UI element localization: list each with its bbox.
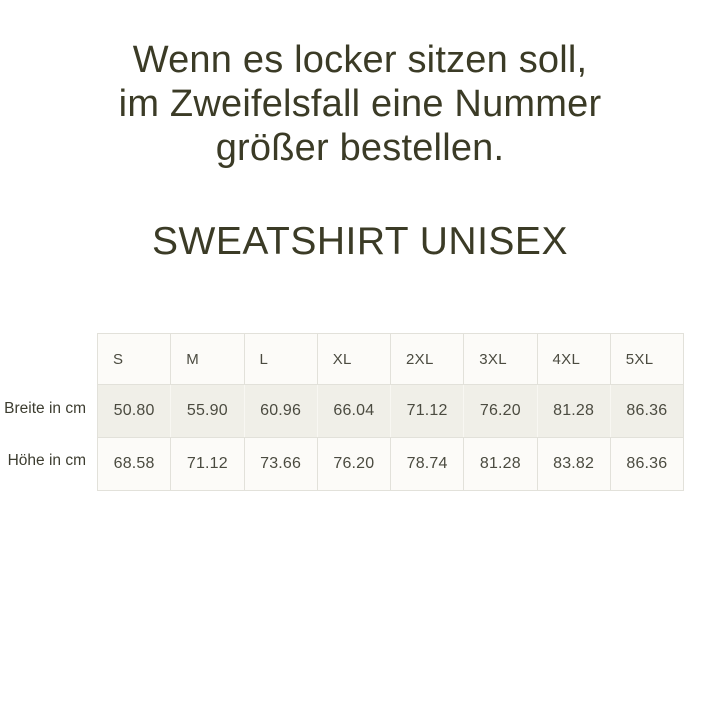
hoehe-value-xl: 76.20: [317, 438, 390, 491]
breite-value-3xl: 76.20: [464, 385, 537, 438]
size-table: [97, 333, 684, 491]
size-header-5xl: 5XL: [610, 334, 683, 385]
table-row-hoehe: [98, 438, 684, 491]
hoehe-value-2xl: 78.74: [391, 438, 464, 491]
breite-value-5xl: 86.36: [610, 385, 683, 438]
size-header-4xl: 4XL: [537, 334, 610, 385]
hoehe-value-l: 73.66: [244, 438, 317, 491]
heading-line-3: größer bestellen.: [215, 127, 505, 169]
size-header-row: [98, 334, 684, 385]
heading: [0, 38, 720, 170]
size-header-xl: XL: [317, 334, 390, 385]
size-header-2xl: 2XL: [391, 334, 464, 385]
size-header-m: M: [171, 334, 244, 385]
size-header-3xl: 3XL: [464, 334, 537, 385]
hoehe-value-5xl: 86.36: [610, 438, 683, 491]
size-header-s: S: [98, 334, 171, 385]
row-label-hoehe: Höhe in cm: [7, 452, 86, 469]
breite-value-s: 50.80: [98, 385, 171, 438]
breite-value-xl: 66.04: [317, 385, 390, 438]
breite-value-l: 60.96: [244, 385, 317, 438]
hoehe-value-s: 68.58: [98, 438, 171, 491]
breite-value-2xl: 71.12: [391, 385, 464, 438]
breite-value-4xl: 81.28: [537, 385, 610, 438]
row-labels: [0, 383, 86, 487]
heading-line-2: im Zweifelsfall eine Nummer: [118, 83, 602, 125]
hoehe-value-m: 71.12: [171, 438, 244, 491]
heading-line-1: Wenn es locker sitzen soll,: [132, 39, 588, 81]
product-type-title: SWEATSHIRT UNISEX: [152, 220, 568, 263]
hoehe-value-4xl: 83.82: [537, 438, 610, 491]
hoehe-value-3xl: 81.28: [464, 438, 537, 491]
breite-value-m: 55.90: [171, 385, 244, 438]
row-label-breite: Breite in cm: [4, 400, 86, 417]
size-header-l: L: [244, 334, 317, 385]
table-row-breite: [98, 385, 684, 438]
